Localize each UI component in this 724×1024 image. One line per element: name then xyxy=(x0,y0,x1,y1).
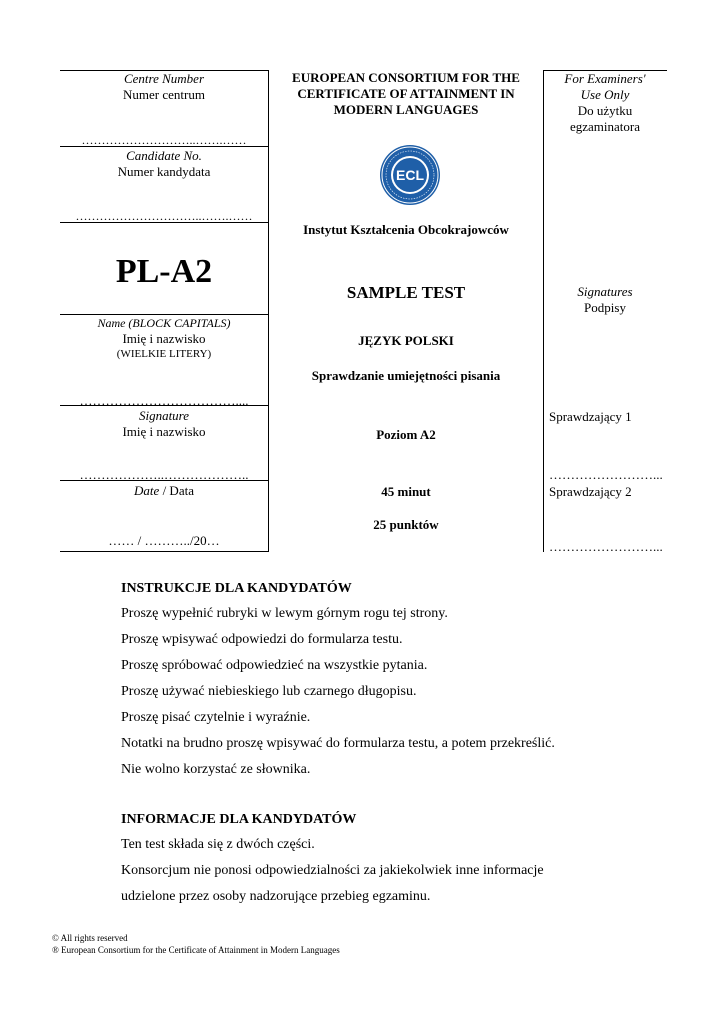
skill-title: Sprawdzanie umiejętności pisania xyxy=(311,368,501,383)
checker-1-label: Sprawdzający 1 xyxy=(549,409,632,424)
divider xyxy=(60,314,269,315)
institute-name: Instytut Kształcenia Obcokrajowców xyxy=(303,222,509,237)
signatures-label-pl: Podpisy xyxy=(584,300,626,315)
examiners-label-pl-1: Do użytku xyxy=(577,103,633,118)
centre-number-label: Centre Number xyxy=(123,71,205,86)
instruction-line: Nie wolno korzystać ze słownika. xyxy=(121,762,311,777)
instruction-line: Proszę wpisywać odpowiedzi do formularza testu. xyxy=(121,632,403,647)
date-field[interactable]: …… / ………../20… xyxy=(108,533,220,548)
trademark-line: ® European Consortium for the Certificate of Attainment in Modern Languages xyxy=(52,945,340,955)
points-label: 25 punktów xyxy=(373,517,439,532)
checker-1-field[interactable]: ……………………... xyxy=(549,467,663,482)
instruction-line: Proszę spróbować odpowiedzieć na wszystkie pytania. xyxy=(121,658,428,673)
ecl-logo-text: ECL xyxy=(396,167,424,183)
signature-label-pl: Imię i nazwisko xyxy=(122,424,206,439)
examiners-label-pl-2: egzaminatora xyxy=(569,119,640,134)
information-line: Ten test składa się z dwóch części. xyxy=(121,837,315,852)
date-label-pl: / Data xyxy=(162,483,194,498)
level-label: Poziom A2 xyxy=(376,427,436,442)
centre-number-field[interactable]: ………………………..…….…… xyxy=(81,133,247,147)
instruction-line: Notatki na brudno proszę wpisywać do formularza testu, a potem przekreślić. xyxy=(121,736,555,751)
candidate-number-field[interactable]: …………………………..…….…… xyxy=(75,209,253,223)
signatures-label: Signatures xyxy=(577,284,633,299)
divider xyxy=(60,222,269,223)
org-line-1: EUROPEAN CONSORTIUM FOR THE xyxy=(292,70,520,85)
divider xyxy=(60,146,269,147)
examiners-label-2: Use Only xyxy=(580,87,630,102)
checker-2-label: Sprawdzający 2 xyxy=(549,484,632,499)
date-label xyxy=(60,483,268,499)
name-label-pl: Imię i nazwisko xyxy=(122,331,206,346)
divider xyxy=(60,405,269,406)
copyright-line: © All rights reserved xyxy=(52,933,128,943)
org-line-2: CERTIFICATE OF ATTAINMENT IN xyxy=(297,86,515,101)
instruction-line: Proszę wypełnić rubryki w lewym górnym rogu tej strony. xyxy=(121,606,448,621)
divider xyxy=(60,551,269,552)
instruction-line: Proszę używać niebieskiego lub czarnego długopisu. xyxy=(121,684,417,699)
instruction-line: Proszę pisać czytelnie i wyraźnie. xyxy=(121,710,311,725)
name-label: Name (BLOCK CAPITALS) xyxy=(97,316,231,330)
information-heading: INFORMACJE DLA KANDYDATÓW xyxy=(121,812,357,827)
information-list xyxy=(121,832,641,910)
checker-2-field[interactable]: ……………………... xyxy=(549,539,663,554)
signature-field[interactable]: ………………..……………….. xyxy=(79,467,249,482)
name-label-pl2: (WIELKIE LITERY) xyxy=(116,348,212,360)
org-line-3: MODERN LANGUAGES xyxy=(333,102,479,117)
examiners-label-1: For Examiners' xyxy=(564,71,646,86)
name-field[interactable]: ……………………………….... xyxy=(79,393,249,408)
time-label: 45 minut xyxy=(381,484,431,499)
information-line: Konsorcjum nie ponosi odpowiedzialności za jakiekolwiek inne informacje xyxy=(121,863,544,878)
signature-label: Signature xyxy=(138,408,190,423)
candidate-number-label: Candidate No. xyxy=(126,148,202,163)
language-title: JĘZYK POLSKI xyxy=(358,333,454,348)
date-label-en: Date xyxy=(134,483,160,498)
candidate-number-label-pl: Numer kandydata xyxy=(117,164,211,179)
sample-test-title: SAMPLE TEST xyxy=(346,283,466,302)
ecl-logo xyxy=(378,143,442,207)
divider xyxy=(60,480,269,481)
centre-number-label-pl: Numer centrum xyxy=(123,87,205,102)
instructions-heading: INSTRUKCJE DLA KANDYDATÓW xyxy=(121,581,352,596)
instructions-list xyxy=(121,601,641,783)
information-line: udzielone przez osoby nadzorujące przebieg egzaminu. xyxy=(121,889,431,904)
exam-code: PL-A2 xyxy=(115,253,213,290)
